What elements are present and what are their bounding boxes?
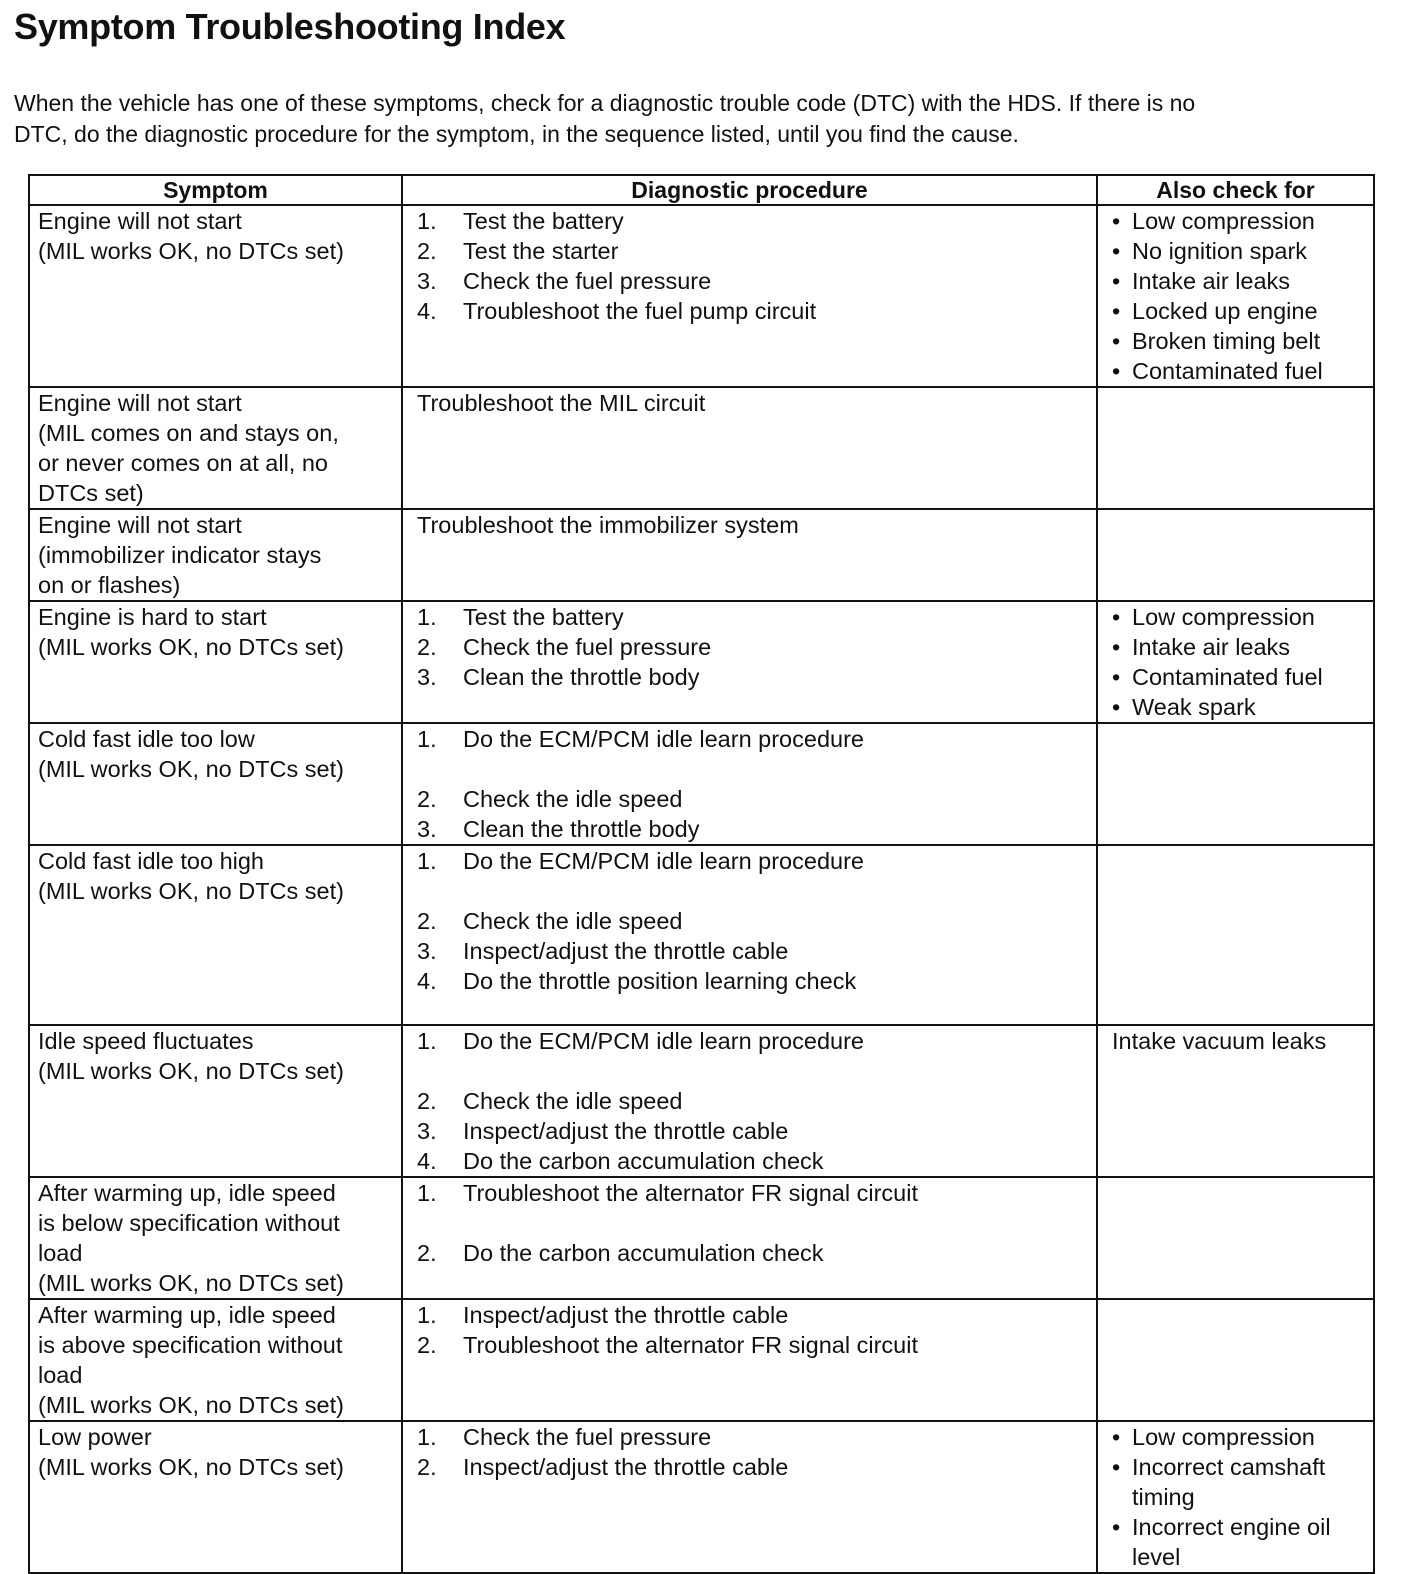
table-header-row bbox=[29, 175, 1374, 205]
symptom-line: Engine will not start bbox=[38, 208, 242, 234]
procedure-cell bbox=[402, 509, 1097, 601]
also-check-cell bbox=[1097, 601, 1374, 723]
symptom-line: load bbox=[38, 1362, 83, 1388]
header-also-check-for: Also check for bbox=[1097, 175, 1374, 205]
procedure-cell bbox=[402, 387, 1097, 509]
symptom-line: (MIL comes on and stays on, bbox=[38, 420, 339, 446]
procedure-step bbox=[417, 724, 1088, 754]
step-number: 3. bbox=[417, 816, 437, 842]
procedure-step bbox=[417, 1178, 1088, 1208]
page-title: Symptom Troubleshooting Index bbox=[14, 6, 566, 47]
symptom-line: Cold fast idle too low bbox=[38, 726, 255, 752]
table-row bbox=[29, 1299, 1374, 1421]
symptom-cell bbox=[29, 845, 402, 1025]
procedure-step bbox=[417, 1330, 1088, 1360]
step-text: Check the fuel pressure bbox=[463, 1424, 712, 1450]
symptom-line: (MIL works OK, no DTCs set) bbox=[38, 634, 344, 660]
also-check-text: Low compression bbox=[1132, 208, 1315, 234]
symptom-cell bbox=[29, 509, 402, 601]
step-number: 1. bbox=[417, 604, 437, 630]
also-check-text: Incorrect engine oil level bbox=[1132, 1514, 1331, 1570]
procedure-step bbox=[417, 632, 1088, 662]
procedure-text: Troubleshoot the immobilizer system bbox=[417, 512, 799, 538]
procedure-cell bbox=[402, 845, 1097, 1025]
step-number: 4. bbox=[417, 1148, 437, 1174]
bullet-icon: • bbox=[1112, 634, 1121, 660]
step-text: Inspect/adjust the throttle cable bbox=[463, 1118, 789, 1144]
table-row bbox=[29, 205, 1374, 387]
procedure-cell bbox=[402, 723, 1097, 845]
step-text: Check the idle speed bbox=[463, 786, 683, 812]
also-check-item bbox=[1112, 296, 1365, 326]
symptom-line: or never comes on at all, no bbox=[38, 450, 328, 476]
symptom-line: (MIL works OK, no DTCs set) bbox=[38, 1454, 344, 1480]
step-number: 4. bbox=[417, 298, 437, 324]
step-text: Troubleshoot the alternator FR signal circuit bbox=[463, 1332, 918, 1358]
also-check-cell bbox=[1097, 1177, 1374, 1299]
also-check-item bbox=[1112, 692, 1365, 722]
also-check-cell bbox=[1097, 1421, 1374, 1573]
symptom-line: After warming up, idle speed bbox=[38, 1180, 336, 1206]
step-text: Do the ECM/PCM idle learn procedure bbox=[463, 1028, 864, 1054]
also-check-item bbox=[1112, 602, 1365, 632]
step-text: Do the carbon accumulation check bbox=[463, 1240, 824, 1266]
symptom-cell bbox=[29, 1025, 402, 1177]
procedure-cell bbox=[402, 1299, 1097, 1421]
also-check-text: Intake vacuum leaks bbox=[1112, 1028, 1327, 1054]
symptom-table bbox=[28, 174, 1375, 1574]
table-row bbox=[29, 723, 1374, 845]
step-text: Inspect/adjust the throttle cable bbox=[463, 1454, 789, 1480]
also-check-item bbox=[1112, 662, 1365, 692]
symptom-line: Engine will not start bbox=[38, 390, 242, 416]
symptom-cell bbox=[29, 1299, 402, 1421]
step-text: Troubleshoot the fuel pump circuit bbox=[463, 298, 817, 324]
step-number: 3. bbox=[417, 938, 437, 964]
step-text: Troubleshoot the alternator FR signal circuit bbox=[463, 1180, 918, 1206]
procedure-step bbox=[417, 966, 1088, 996]
also-check-item bbox=[1112, 266, 1365, 296]
step-number: 2. bbox=[417, 238, 437, 264]
symptom-cell bbox=[29, 205, 402, 387]
bullet-icon: • bbox=[1112, 604, 1121, 630]
procedure-step bbox=[417, 602, 1088, 632]
also-check-text: Contaminated fuel bbox=[1132, 664, 1323, 690]
also-check-cell bbox=[1097, 205, 1374, 387]
also-check-item bbox=[1112, 206, 1365, 236]
step-number: 2. bbox=[417, 1454, 437, 1480]
step-number: 1. bbox=[417, 848, 437, 874]
step-text: Do the ECM/PCM idle learn procedure bbox=[463, 726, 864, 752]
also-check-text: Weak spark bbox=[1132, 694, 1256, 720]
step-text: Check the fuel pressure bbox=[463, 634, 712, 660]
procedure-step bbox=[417, 936, 1088, 966]
also-check-text: Intake air leaks bbox=[1132, 634, 1291, 660]
bullet-icon: • bbox=[1112, 268, 1121, 294]
symptom-cell bbox=[29, 723, 402, 845]
symptom-cell bbox=[29, 387, 402, 509]
step-text: Check the idle speed bbox=[463, 1088, 683, 1114]
symptom-line: Engine will not start bbox=[38, 512, 242, 538]
procedure-cell bbox=[402, 1421, 1097, 1573]
step-number: 3. bbox=[417, 1118, 437, 1144]
procedure-step bbox=[417, 846, 1088, 876]
also-check-text: Intake air leaks bbox=[1132, 268, 1291, 294]
bullet-icon: • bbox=[1112, 238, 1121, 264]
symptom-line: (MIL works OK, no DTCs set) bbox=[38, 238, 344, 264]
step-text: Do the throttle position learning check bbox=[463, 968, 857, 994]
table-row bbox=[29, 509, 1374, 601]
step-number: 1. bbox=[417, 1302, 437, 1328]
table-row bbox=[29, 1177, 1374, 1299]
procedure-step bbox=[417, 1452, 1088, 1482]
symptom-cell bbox=[29, 601, 402, 723]
symptom-line: is above specification without bbox=[38, 1332, 343, 1358]
intro-line: When the vehicle has one of these symptoms, check for a diagnostic trouble code (DTC) with the HDS. If there is no bbox=[14, 90, 1196, 116]
step-number: 1. bbox=[417, 1424, 437, 1450]
intro-line: DTC, do the diagnostic procedure for the symptom, in the sequence listed, until you find the cause. bbox=[14, 121, 1019, 147]
step-number: 2. bbox=[417, 1332, 437, 1358]
bullet-icon: • bbox=[1112, 328, 1121, 354]
also-check-text: Broken timing belt bbox=[1132, 328, 1321, 354]
step-text: Inspect/adjust the throttle cable bbox=[463, 1302, 789, 1328]
procedure-step bbox=[417, 906, 1088, 936]
also-check-text: Locked up engine bbox=[1132, 298, 1318, 324]
symptom-cell bbox=[29, 1177, 402, 1299]
step-number: 2. bbox=[417, 1240, 437, 1266]
symptom-line: (MIL works OK, no DTCs set) bbox=[38, 878, 344, 904]
procedure-step bbox=[417, 1086, 1088, 1116]
also-check-item bbox=[1112, 356, 1365, 386]
procedure-step bbox=[417, 1300, 1088, 1330]
procedure-step bbox=[417, 296, 1088, 326]
step-number: 3. bbox=[417, 268, 437, 294]
procedure-step bbox=[417, 784, 1088, 814]
step-text: Check the fuel pressure bbox=[463, 268, 712, 294]
also-check-cell bbox=[1097, 723, 1374, 845]
symptom-line: (MIL works OK, no DTCs set) bbox=[38, 756, 344, 782]
symptom-line: (MIL works OK, no DTCs set) bbox=[38, 1270, 344, 1296]
bullet-icon: • bbox=[1112, 1514, 1121, 1540]
procedure-cell bbox=[402, 1177, 1097, 1299]
header-symptom: Symptom bbox=[29, 175, 402, 205]
bullet-icon: • bbox=[1112, 208, 1121, 234]
step-text: Test the battery bbox=[463, 208, 624, 234]
procedure-step bbox=[417, 814, 1088, 844]
step-number: 2. bbox=[417, 908, 437, 934]
also-check-cell bbox=[1097, 1299, 1374, 1421]
symptom-line: is below specification without bbox=[38, 1210, 340, 1236]
symptom-line: Low power bbox=[38, 1424, 152, 1450]
procedure-step bbox=[417, 236, 1088, 266]
procedure-cell bbox=[402, 601, 1097, 723]
intro-paragraph bbox=[14, 88, 1394, 150]
bullet-icon: • bbox=[1112, 298, 1121, 324]
step-text: Do the carbon accumulation check bbox=[463, 1148, 824, 1174]
table-row bbox=[29, 845, 1374, 1025]
step-text: Clean the throttle body bbox=[463, 664, 700, 690]
symptom-line: Engine is hard to start bbox=[38, 604, 267, 630]
bullet-icon: • bbox=[1112, 1424, 1121, 1450]
procedure-step bbox=[417, 1026, 1088, 1056]
bullet-icon: • bbox=[1112, 694, 1121, 720]
step-text: Inspect/adjust the throttle cable bbox=[463, 938, 789, 964]
bullet-icon: • bbox=[1112, 664, 1121, 690]
procedure-step bbox=[417, 1146, 1088, 1176]
table-row bbox=[29, 601, 1374, 723]
procedure-step bbox=[417, 1116, 1088, 1146]
symptom-line: (MIL works OK, no DTCs set) bbox=[38, 1058, 344, 1084]
also-check-item bbox=[1112, 632, 1365, 662]
step-number: 1. bbox=[417, 726, 437, 752]
symptom-line: Cold fast idle too high bbox=[38, 848, 265, 874]
step-number: 2. bbox=[417, 786, 437, 812]
also-check-cell bbox=[1097, 845, 1374, 1025]
bullet-icon: • bbox=[1112, 1454, 1121, 1480]
also-check-item bbox=[1112, 1512, 1365, 1572]
symptom-line: load bbox=[38, 1240, 83, 1266]
table-row bbox=[29, 1025, 1374, 1177]
also-check-item bbox=[1112, 1422, 1365, 1452]
step-number: 1. bbox=[417, 1180, 437, 1206]
header-diagnostic-procedure: Diagnostic procedure bbox=[402, 175, 1097, 205]
symptom-line: on or flashes) bbox=[38, 572, 181, 598]
also-check-text: Incorrect camshaft timing bbox=[1132, 1454, 1326, 1510]
step-number: 4. bbox=[417, 968, 437, 994]
also-check-cell bbox=[1097, 509, 1374, 601]
step-number: 1. bbox=[417, 1028, 437, 1054]
procedure-step bbox=[417, 206, 1088, 236]
also-check-text: Low compression bbox=[1132, 1424, 1315, 1450]
step-text: Test the starter bbox=[463, 238, 619, 264]
procedure-step bbox=[417, 1238, 1088, 1268]
step-text: Clean the throttle body bbox=[463, 816, 700, 842]
bullet-icon: • bbox=[1112, 358, 1121, 384]
also-check-item bbox=[1112, 326, 1365, 356]
also-check-cell bbox=[1097, 1025, 1374, 1177]
symptom-line: Idle speed fluctuates bbox=[38, 1028, 254, 1054]
step-number: 2. bbox=[417, 1088, 437, 1114]
table-row bbox=[29, 387, 1374, 509]
procedure-text: Troubleshoot the MIL circuit bbox=[417, 390, 706, 416]
procedure-cell bbox=[402, 205, 1097, 387]
procedure-step bbox=[417, 1422, 1088, 1452]
step-text: Do the ECM/PCM idle learn procedure bbox=[463, 848, 864, 874]
procedure-step bbox=[417, 662, 1088, 692]
also-check-item bbox=[1112, 1452, 1365, 1512]
also-check-cell bbox=[1097, 387, 1374, 509]
step-number: 2. bbox=[417, 634, 437, 660]
step-number: 1. bbox=[417, 208, 437, 234]
symptom-line: (immobilizer indicator stays bbox=[38, 542, 322, 568]
step-text: Check the idle speed bbox=[463, 908, 683, 934]
step-text: Test the battery bbox=[463, 604, 624, 630]
symptom-line: DTCs set) bbox=[38, 480, 144, 506]
also-check-text: No ignition spark bbox=[1132, 238, 1308, 264]
procedure-cell bbox=[402, 1025, 1097, 1177]
symptom-line: After warming up, idle speed bbox=[38, 1302, 336, 1328]
also-check-item bbox=[1112, 236, 1365, 266]
step-number: 3. bbox=[417, 664, 437, 690]
also-check-text: Low compression bbox=[1132, 604, 1315, 630]
symptom-line: (MIL works OK, no DTCs set) bbox=[38, 1392, 344, 1418]
also-check-text: Contaminated fuel bbox=[1132, 358, 1323, 384]
procedure-step bbox=[417, 266, 1088, 296]
symptom-cell bbox=[29, 1421, 402, 1573]
table-row bbox=[29, 1421, 1374, 1573]
